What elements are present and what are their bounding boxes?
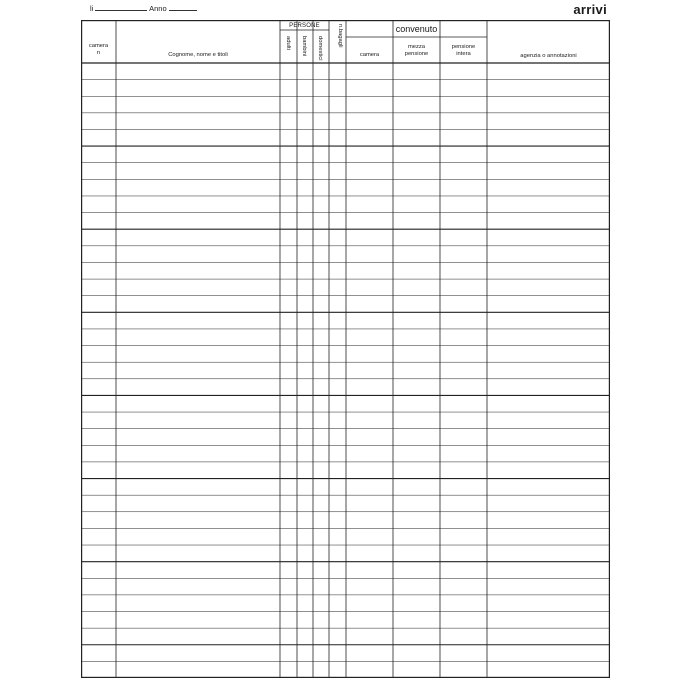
register-table bbox=[81, 20, 610, 678]
year-blank[interactable] bbox=[169, 10, 197, 11]
col-header-agency: agenzia o annotazioni bbox=[520, 53, 577, 59]
col-header-full-board-line1: pensione bbox=[451, 44, 476, 50]
col-header-half-board-line2: pensione bbox=[404, 50, 429, 57]
col-header-full-board bbox=[440, 44, 487, 57]
col-header-adults: adulti bbox=[285, 36, 291, 50]
col-header-agreed-room: camera bbox=[359, 52, 380, 58]
col-header-full-board-line2: intera bbox=[456, 50, 471, 57]
year-label: Anno bbox=[149, 4, 167, 13]
col-header-luggage: n.bagagli bbox=[337, 24, 343, 48]
col-group-persons: PERSONE bbox=[289, 23, 320, 29]
col-header-room bbox=[81, 43, 116, 56]
col-header-name: Cognome, nome e titoli bbox=[168, 52, 228, 58]
col-header-children: bambini bbox=[301, 36, 307, 57]
col-header-room-line2: n bbox=[96, 49, 101, 56]
col-group-agreed: convenuto bbox=[395, 24, 438, 34]
place-year-line bbox=[90, 4, 197, 13]
col-header-room-line1: camera bbox=[88, 43, 109, 49]
place-blank[interactable] bbox=[95, 10, 147, 11]
table-grid-lines bbox=[81, 20, 610, 678]
col-header-half-board-line1: mezza bbox=[407, 44, 426, 50]
register-title: arrivi bbox=[573, 2, 607, 17]
table-frame bbox=[82, 21, 610, 678]
place-label: li bbox=[90, 4, 94, 13]
col-header-half-board bbox=[393, 44, 440, 57]
col-header-servants: domestici bbox=[317, 36, 323, 61]
